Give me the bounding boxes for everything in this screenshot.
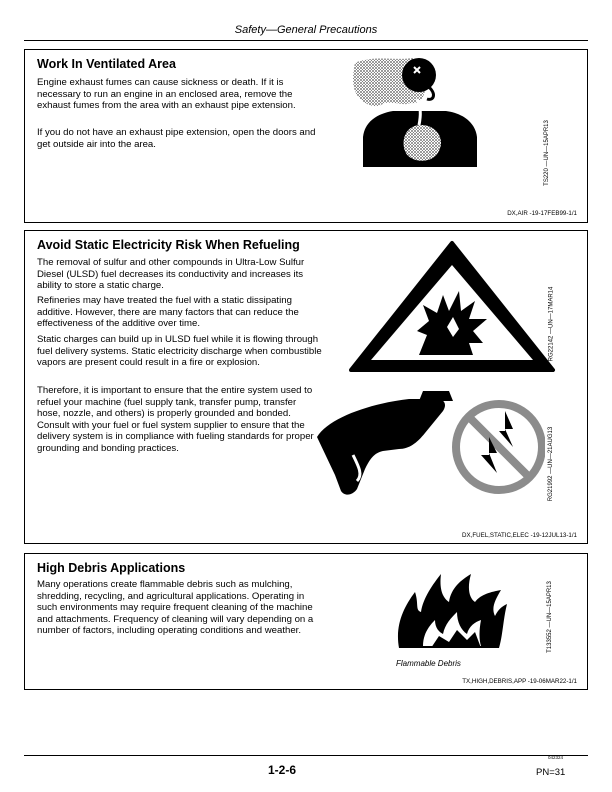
- section-title: Avoid Static Electricity Risk When Refueling: [37, 238, 300, 252]
- footer-rule: [24, 755, 588, 756]
- section-title: Work In Ventilated Area: [37, 57, 176, 71]
- paragraph: Static charges can build up in ULSD fuel while it is flowing through fuel delivery systems. Static electricity discharge when combustible vapors are present could result in a fire or explosion.: [37, 334, 322, 369]
- page-number: 1-2-6: [268, 763, 297, 777]
- section-ventilated-area: [24, 49, 588, 223]
- image-code: TS220 —UN—15APR13: [543, 120, 550, 186]
- header-rule: [24, 40, 588, 41]
- section-title: High Debris Applications: [37, 561, 186, 575]
- image-code: T133552 —UN—15APR13: [546, 581, 553, 653]
- image-code: RG21992 —UN—21AUG13: [548, 426, 555, 502]
- page-header: Safety—General Precautions: [234, 24, 378, 36]
- paragraph: Many operations create flammable debris such as mulching, shredding, recycling, and agricultural applications. Operating in such environments may require frequent cleaning of the machine and attachments. Frequency of cleaning will vary depending on a number of factors, including operating conditions and weather.: [37, 579, 314, 637]
- footer-date-code: 042324: [548, 755, 564, 760]
- paragraph: Engine exhaust fumes can cause sickness or death. If it is necessary to run an engine in an enclosed area, remove the exhaust fumes from the area with an exhaust pipe extension.: [37, 77, 296, 112]
- fuel-nozzle-no-static-icon: [313, 385, 545, 500]
- section-static-electricity: [24, 230, 588, 544]
- person-breathing-fumes-icon: [351, 55, 551, 172]
- reference-code: TX,HIGH,DEBRIS,APP -19-06MAR22-1/1: [462, 678, 577, 685]
- paragraph: If you do not have an exhaust pipe extension, open the doors and get outside air into the area.: [37, 127, 316, 150]
- reference-code: DX,FUEL,STATIC,ELEC -19-12JUL13-1/1: [462, 532, 577, 539]
- image-code: RG22142 —UN—17MAR14: [548, 286, 555, 362]
- flames-icon: [395, 568, 507, 650]
- reference-code: DX,AIR -19-17FEB99-1/1: [507, 210, 577, 217]
- section-high-debris: [24, 553, 588, 690]
- pn-number: PN=31: [536, 767, 566, 778]
- image-caption: Flammable Debris: [396, 659, 461, 668]
- paragraph: Refineries may have treated the fuel with a static dissipating additive. However, there are many factors that can reduce the effectiveness of the additive over time.: [37, 295, 299, 330]
- paragraph: Therefore, it is important to ensure that the entire system used to refuel your machine (fuel supply tank, transfer pump, transfer hose, nozzle, and others) is properly grounded and bonded. Consult with your fuel or fuel system supplier to ensure that the delivery system is in compliance with fueling standards for proper grounding and bonding practices.: [37, 385, 314, 454]
- paragraph: The removal of sulfur and other compounds in Ultra-Low Sulfur Diesel (ULSD) fuel decreases its conductivity and increases its ability to store a static charge.: [37, 257, 305, 292]
- explosion-warning-triangle-icon: [347, 239, 557, 374]
